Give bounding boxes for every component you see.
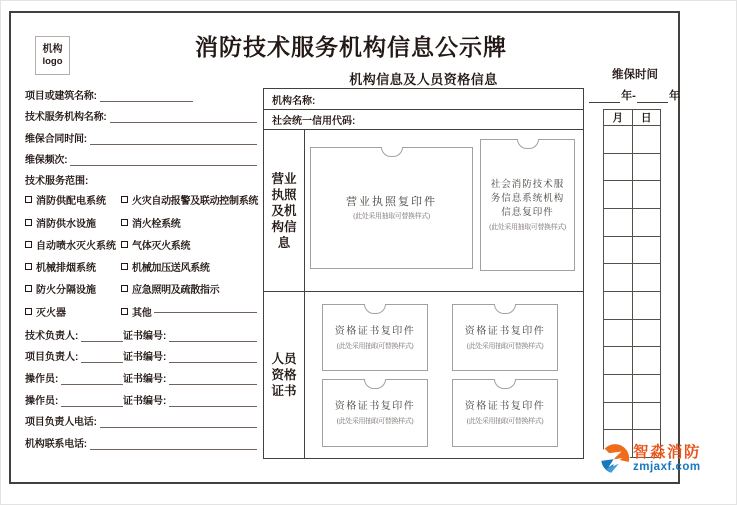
- org-logo-placeholder: [35, 36, 70, 75]
- document-pocket-cert: [452, 304, 558, 371]
- table-row: [604, 181, 661, 209]
- scope-row: [25, 256, 257, 278]
- scope-row: [25, 234, 257, 256]
- field-label: 维保频次:: [25, 155, 68, 166]
- blank-line: [70, 163, 257, 166]
- table-row: [604, 264, 661, 292]
- blank-line: [90, 142, 257, 145]
- scope-item-label: 消防供配电系统: [36, 196, 106, 208]
- watermark: [599, 443, 701, 475]
- pocket-notch: [364, 304, 386, 314]
- logo-text-line1: 机构: [42, 44, 63, 55]
- phone-row: [25, 410, 257, 432]
- credit-code-row: [264, 110, 583, 130]
- cert-section-side-label: [264, 292, 305, 458]
- table-row: [604, 374, 661, 402]
- table-header-month: 月: [604, 110, 633, 126]
- pocket-title: 资格证书复印件: [464, 401, 546, 412]
- pocket-notch: [381, 147, 403, 157]
- left-form-column: [25, 83, 257, 453]
- credit-code-label: 社会统一信用代码:: [272, 116, 356, 127]
- pocket-note: (此处采用抽取可替换样式): [336, 417, 414, 425]
- blank-line: [90, 447, 257, 450]
- table-cell: [632, 319, 661, 347]
- license-section-side-label: [264, 130, 305, 291]
- year-end-text: 年: [669, 90, 681, 102]
- pocket-title: 资格证书复印件: [334, 325, 416, 337]
- scope-item-label: 其他: [132, 307, 152, 319]
- scope-item-label: 机械排烟系统: [36, 263, 96, 275]
- table-cell: [632, 374, 661, 402]
- checkbox-icon: [25, 196, 32, 203]
- table-cell: [632, 208, 661, 236]
- pocket-note: (此处采用抽取可替换样式): [466, 417, 544, 425]
- document-pocket-business-license: [310, 147, 473, 269]
- watermark-site: zmjaxf.com: [633, 460, 701, 473]
- personnel-label: 项目负责人:: [25, 352, 79, 364]
- blank-line: [589, 100, 620, 103]
- pocket-title: 资格证书复印件: [334, 401, 416, 412]
- document-pocket-system-info: [480, 139, 575, 271]
- table-header-day: 日: [632, 110, 661, 126]
- table-cell: [604, 264, 633, 292]
- table-row: [604, 153, 661, 181]
- scope-item-label: 消火栓系统: [132, 218, 181, 230]
- logo-text-line2: logo: [42, 56, 63, 67]
- center-panel-header: 机构信息及人员资格信息: [349, 72, 498, 87]
- table-row: [604, 291, 661, 319]
- month-day-table-body: [604, 126, 661, 458]
- org-info-panel: [263, 88, 584, 459]
- org-name-row: [264, 89, 583, 110]
- pocket-note: (此处采用抽取可替换样式): [466, 341, 544, 350]
- table-cell: [632, 153, 661, 181]
- table-cell: [604, 126, 633, 154]
- checkbox-icon: [121, 308, 128, 315]
- document-pocket-cert: [452, 379, 558, 447]
- pocket-note: (此处采用抽取可替换样式): [489, 223, 566, 231]
- scope-item-label: 气体灭火系统: [132, 240, 191, 252]
- field-label: 项目或建筑名称:: [25, 90, 97, 102]
- field-label: 技术服务机构名称:: [25, 112, 107, 123]
- blank-line: [81, 339, 123, 342]
- watermark-text: [633, 445, 701, 473]
- blank-line: [169, 339, 257, 342]
- cert-number-label: 证书编号:: [123, 352, 167, 364]
- maintenance-time-header: 维保时间: [612, 69, 658, 81]
- table-cell: [604, 347, 633, 375]
- scope-row: [25, 300, 257, 322]
- personnel-row: [25, 345, 257, 367]
- side-label-text: 人员资格证书: [271, 352, 297, 398]
- pocket-notch: [517, 139, 539, 149]
- side-label-text: 营业执照及机构信息: [271, 171, 297, 250]
- document-pocket-cert: [322, 379, 428, 447]
- personnel-row: [25, 323, 257, 345]
- year-range-line: [589, 87, 681, 103]
- table-cell: [632, 347, 661, 375]
- pocket-title: 营业执照复印件: [346, 196, 437, 208]
- notice-board: [9, 11, 680, 484]
- field-row-org-name: [25, 105, 257, 127]
- scope-item-label: 应急照明及疏散指示: [132, 285, 220, 297]
- license-section: [264, 130, 583, 292]
- blank-line: [61, 404, 123, 407]
- table-row: [604, 236, 661, 264]
- blank-line: [169, 404, 257, 407]
- blank-line: [110, 120, 257, 123]
- document-pocket-cert: [322, 304, 428, 371]
- checkbox-icon: [25, 308, 32, 315]
- blank-line: [100, 99, 193, 102]
- table-cell: [632, 126, 661, 154]
- cert-number-label: 证书编号:: [123, 330, 167, 342]
- page-title: 消防技术服务机构信息公示牌: [195, 34, 507, 60]
- checkbox-icon: [121, 263, 128, 270]
- phone-row: [25, 431, 257, 453]
- personnel-row: [25, 388, 257, 410]
- pocket-notch: [364, 379, 386, 389]
- pocket-note: (此处采用抽取可替换样式): [353, 212, 430, 220]
- blank-line: [637, 100, 668, 103]
- pocket-title: 资格证书复印件: [464, 325, 546, 337]
- blank-line: [154, 310, 257, 313]
- table-cell: [632, 236, 661, 264]
- checkbox-icon: [121, 241, 128, 248]
- field-label: 维保合同时间:: [25, 133, 87, 145]
- scope-item-label: 消防供水设施: [36, 218, 96, 230]
- table-cell: [632, 264, 661, 292]
- table-cell: [604, 319, 633, 347]
- scope-item-label: 火灾自动报警及联动控制系统: [132, 196, 259, 208]
- blank-line: [169, 382, 257, 385]
- table-cell: [632, 402, 661, 430]
- year-mid-text: 年-: [621, 90, 636, 102]
- table-cell: [604, 236, 633, 264]
- personnel-label: 操作员:: [25, 395, 59, 407]
- blank-line: [169, 360, 257, 363]
- table-cell: [604, 402, 633, 430]
- pocket-notch: [494, 379, 516, 389]
- checkbox-icon: [25, 219, 32, 226]
- zhimiao-logo-icon: [599, 443, 631, 475]
- license-section-content: [305, 130, 583, 291]
- table-row: [604, 208, 661, 236]
- checkbox-icon: [121, 196, 128, 203]
- watermark-brand: 智淼消防: [633, 444, 702, 461]
- blank-line: [100, 425, 257, 428]
- org-name-label: 机构名称:: [272, 95, 316, 107]
- month-day-table: [603, 109, 661, 458]
- personnel-label: 操作员:: [25, 374, 59, 386]
- scope-item-label: 机械加压送风系统: [132, 263, 210, 275]
- checkbox-icon: [25, 263, 32, 270]
- table-row: [604, 402, 661, 430]
- table-cell: [604, 208, 633, 236]
- phone-label: 项目负责人电话:: [25, 417, 97, 429]
- checkbox-icon: [25, 285, 32, 292]
- scope-row: [25, 278, 257, 300]
- table-row: [604, 126, 661, 154]
- blank-line: [81, 360, 123, 363]
- field-row-contract-time: [25, 126, 257, 148]
- blank-line: [61, 382, 123, 385]
- personnel-label: 技术负责人:: [25, 330, 79, 342]
- scope-item-label: 防火分隔设施: [36, 285, 96, 297]
- cert-section: [264, 292, 583, 458]
- scope-item-label: 自动喷水灭火系统: [36, 240, 116, 252]
- cert-section-content: [305, 292, 583, 458]
- personnel-row: [25, 366, 257, 388]
- cert-number-label: 证书编号:: [123, 374, 167, 386]
- pocket-note: (此处采用抽取可替换样式): [336, 341, 414, 350]
- checkbox-icon: [25, 241, 32, 248]
- scope-item-label: 灭火器: [36, 307, 66, 319]
- table-cell: [632, 181, 661, 209]
- table-cell: [604, 291, 633, 319]
- table-cell: [604, 374, 633, 402]
- pocket-title: 社会消防技术服务信息系统机构信息复印件: [490, 180, 565, 218]
- phone-label: 机构联系电话:: [25, 438, 87, 450]
- scope-row: [25, 211, 257, 233]
- scope-row: [25, 189, 257, 211]
- table-cell: [632, 291, 661, 319]
- service-scope-title: 技术服务范围:: [25, 176, 89, 187]
- field-row-frequency: [25, 148, 257, 170]
- checkbox-icon: [121, 285, 128, 292]
- table-row: [604, 319, 661, 347]
- cert-number-label: 证书编号:: [123, 395, 167, 407]
- field-row-project-name: [25, 83, 257, 105]
- table-cell: [604, 153, 633, 181]
- checkbox-icon: [121, 219, 128, 226]
- table-row: [604, 347, 661, 375]
- pocket-notch: [494, 304, 516, 314]
- table-cell: [604, 181, 633, 209]
